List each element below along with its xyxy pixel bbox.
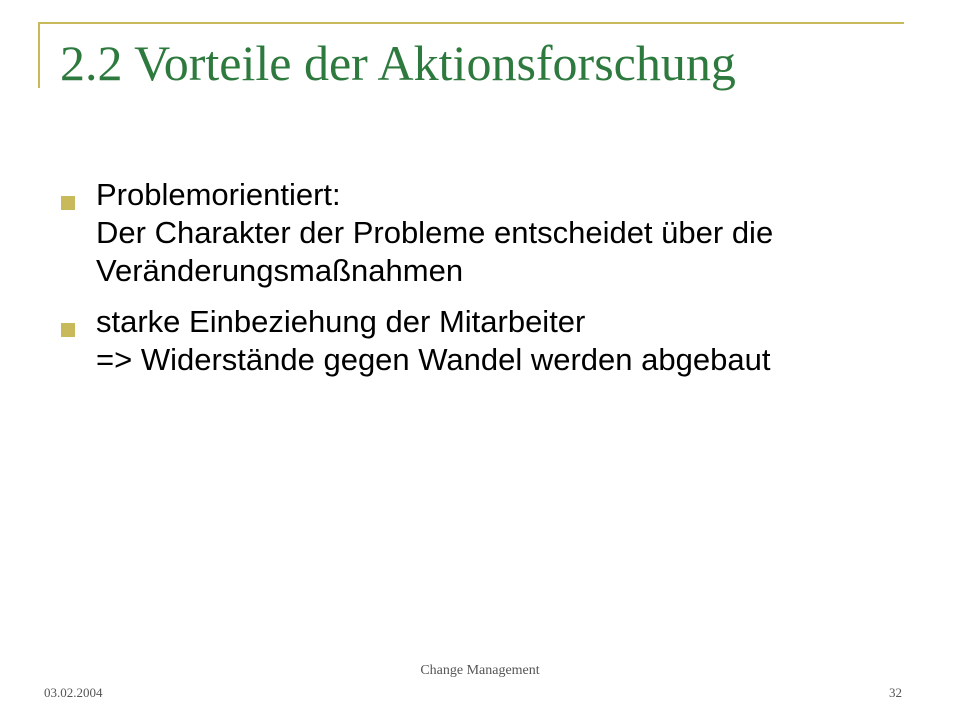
bullet-item	[0, 176, 960, 289]
bullet-text: starke Einbeziehung der Mitarbeiter => Widerstände gegen Wandel werden abgebaut	[96, 304, 771, 378]
frame-top-rule	[38, 22, 904, 24]
footer-date: 03.02.2004	[44, 685, 103, 700]
bullet-list	[0, 176, 960, 393]
frame-left-rule	[38, 22, 40, 88]
square-bullet-icon	[61, 323, 75, 337]
footer-page-number: 32	[889, 685, 902, 700]
bullet-text: Problemorientiert: Der Charakter der Probleme entscheidet über die Veränderungsmaßnahmen	[96, 177, 774, 288]
square-bullet-icon	[61, 196, 75, 210]
slide-title: 2.2 Vorteile der Aktionsforschung	[60, 35, 736, 91]
footer-title: Change Management	[420, 663, 540, 678]
bullet-item	[0, 303, 960, 379]
